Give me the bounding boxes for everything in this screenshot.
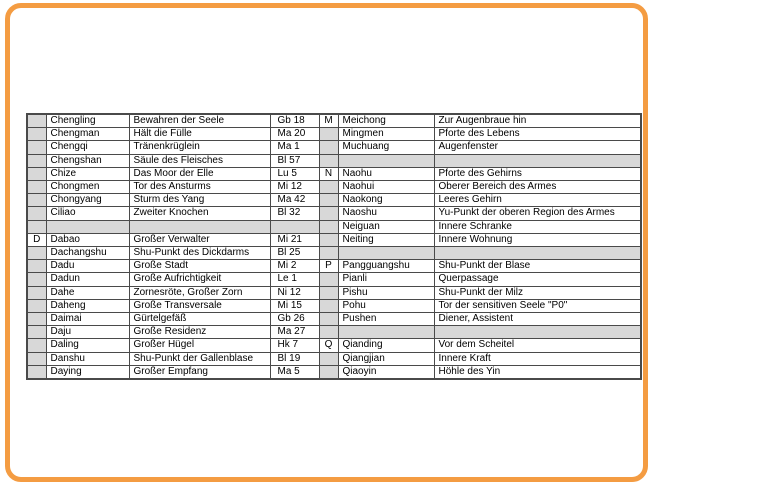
point-name-cell: Ciliao bbox=[46, 207, 129, 220]
section-letter-cell bbox=[319, 352, 338, 365]
section-letter-cell bbox=[27, 247, 46, 260]
section-letter-cell bbox=[319, 286, 338, 299]
meridian-code-cell: Mi 12 bbox=[270, 181, 319, 194]
table-row bbox=[27, 194, 641, 207]
point-name-cell: Daying bbox=[46, 365, 129, 379]
section-letter-cell bbox=[27, 207, 46, 220]
german-meaning-cell: Shu-Punkt der Gallenblase bbox=[129, 352, 270, 365]
point-name-cell: Pushen bbox=[338, 313, 434, 326]
table-row bbox=[27, 299, 641, 312]
section-letter-cell bbox=[27, 313, 46, 326]
section-letter-cell: Q bbox=[319, 339, 338, 352]
german-meaning-cell: Bewahren der Seele bbox=[129, 114, 270, 128]
meridian-code-cell: Gb 26 bbox=[270, 313, 319, 326]
point-name-cell: Chize bbox=[46, 167, 129, 180]
point-name-cell: Chengling bbox=[46, 114, 129, 128]
point-name-cell: Daling bbox=[46, 339, 129, 352]
point-name-cell: Danshu bbox=[46, 352, 129, 365]
point-name-cell: Chongyang bbox=[46, 194, 129, 207]
german-meaning-cell: Vor dem Scheitel bbox=[434, 339, 641, 352]
point-name-cell: Chengqi bbox=[46, 141, 129, 154]
meridian-code-cell: Gb 18 bbox=[270, 114, 319, 128]
section-letter-cell bbox=[27, 128, 46, 141]
german-meaning-cell: Große Stadt bbox=[129, 260, 270, 273]
point-name-cell: Neiguan bbox=[338, 220, 434, 233]
meridian-code-cell: Ma 1 bbox=[270, 141, 319, 154]
section-letter-cell bbox=[27, 326, 46, 339]
meridian-code-cell: Ma 27 bbox=[270, 326, 319, 339]
table-row bbox=[27, 154, 641, 167]
section-letter-cell bbox=[319, 141, 338, 154]
german-meaning-cell: Innere Kraft bbox=[434, 352, 641, 365]
meridian-code-cell: Ma 42 bbox=[270, 194, 319, 207]
german-meaning-cell: Leeres Gehirn bbox=[434, 194, 641, 207]
german-meaning-cell: Große Transversale bbox=[129, 299, 270, 312]
point-name-cell: Dadun bbox=[46, 273, 129, 286]
german-meaning-cell: Pforte des Gehirns bbox=[434, 167, 641, 180]
german-meaning-cell: Sturm des Yang bbox=[129, 194, 270, 207]
section-letter-cell bbox=[27, 167, 46, 180]
table-row bbox=[27, 233, 641, 246]
meridian-code-cell: Lu 5 bbox=[270, 167, 319, 180]
section-letter-cell bbox=[319, 299, 338, 312]
section-letter-cell bbox=[319, 273, 338, 286]
point-name-cell: Dadu bbox=[46, 260, 129, 273]
table-row bbox=[27, 128, 641, 141]
point-name-cell: Naohui bbox=[338, 181, 434, 194]
point-name-cell bbox=[338, 154, 434, 167]
point-name-cell: Neiting bbox=[338, 233, 434, 246]
german-meaning-cell: Gürtelgefäß bbox=[129, 313, 270, 326]
table-row bbox=[27, 326, 641, 339]
german-meaning-cell: Innere Wohnung bbox=[434, 233, 641, 246]
point-name-cell: Dahe bbox=[46, 286, 129, 299]
section-letter-cell bbox=[27, 260, 46, 273]
point-name-cell: Dabao bbox=[46, 233, 129, 246]
point-name-cell: Pangguangshu bbox=[338, 260, 434, 273]
point-name-cell: Qiangjian bbox=[338, 352, 434, 365]
meridian-code-cell: Bl 25 bbox=[270, 247, 319, 260]
page-card-border bbox=[5, 3, 648, 482]
german-meaning-cell: Große Aufrichtigkeit bbox=[129, 273, 270, 286]
section-letter-cell bbox=[319, 128, 338, 141]
german-meaning-cell: Großer Hügel bbox=[129, 339, 270, 352]
german-meaning-cell: Augenfenster bbox=[434, 141, 641, 154]
german-meaning-cell: Zornesröte, Großer Zorn bbox=[129, 286, 270, 299]
section-letter-cell bbox=[319, 194, 338, 207]
german-meaning-cell: Das Moor der Elle bbox=[129, 167, 270, 180]
point-name-cell: Chengshan bbox=[46, 154, 129, 167]
section-letter-cell: P bbox=[319, 260, 338, 273]
german-meaning-cell bbox=[434, 247, 641, 260]
point-name-cell: Pianli bbox=[338, 273, 434, 286]
german-meaning-cell: Tor des Ansturms bbox=[129, 181, 270, 194]
section-letter-cell bbox=[319, 365, 338, 379]
section-letter-cell bbox=[27, 339, 46, 352]
section-letter-cell bbox=[27, 154, 46, 167]
section-letter-cell bbox=[27, 181, 46, 194]
meridian-code-cell: Le 1 bbox=[270, 273, 319, 286]
german-meaning-cell: Diener, Assistent bbox=[434, 313, 641, 326]
table-row bbox=[27, 365, 641, 379]
german-meaning-cell: Shu-Punkt der Blase bbox=[434, 260, 641, 273]
table-row bbox=[27, 273, 641, 286]
meridian-code-cell: Ma 20 bbox=[270, 128, 319, 141]
table-row bbox=[27, 352, 641, 365]
german-meaning-cell bbox=[129, 220, 270, 233]
point-name-cell bbox=[46, 220, 129, 233]
meridian-code-cell: Bl 32 bbox=[270, 207, 319, 220]
table-row bbox=[27, 247, 641, 260]
german-meaning-cell: Hält die Fülle bbox=[129, 128, 270, 141]
table-row bbox=[27, 181, 641, 194]
table-row bbox=[27, 260, 641, 273]
german-meaning-cell: Großer Verwalter bbox=[129, 233, 270, 246]
german-meaning-cell: Shu-Punkt des Dickdarms bbox=[129, 247, 270, 260]
point-name-cell: Qiaoyin bbox=[338, 365, 434, 379]
table-row bbox=[27, 167, 641, 180]
section-letter-cell: D bbox=[27, 233, 46, 246]
point-name-cell: Chongmen bbox=[46, 181, 129, 194]
german-meaning-cell: Pforte des Lebens bbox=[434, 128, 641, 141]
german-meaning-cell bbox=[434, 154, 641, 167]
german-meaning-cell: Zur Augenbraue hin bbox=[434, 114, 641, 128]
german-meaning-cell: Höhle des Yin bbox=[434, 365, 641, 379]
point-name-cell bbox=[338, 247, 434, 260]
meridian-code-cell: Bl 57 bbox=[270, 154, 319, 167]
point-name-cell: Daimai bbox=[46, 313, 129, 326]
german-meaning-cell: Säule des Fleisches bbox=[129, 154, 270, 167]
german-meaning-cell: Yu-Punkt der oberen Region des Armes bbox=[434, 207, 641, 220]
point-name-cell: Qianding bbox=[338, 339, 434, 352]
german-meaning-cell: Tor der sensitiven Seele "P0" bbox=[434, 299, 641, 312]
section-letter-cell bbox=[319, 207, 338, 220]
german-meaning-cell: Tränenkrüglein bbox=[129, 141, 270, 154]
meridian-code-cell: Ma 5 bbox=[270, 365, 319, 379]
meridian-code-cell: Hk 7 bbox=[270, 339, 319, 352]
point-name-cell: Chengman bbox=[46, 128, 129, 141]
section-letter-cell bbox=[319, 247, 338, 260]
point-name-cell: Muchuang bbox=[338, 141, 434, 154]
german-meaning-cell: Oberer Bereich des Armes bbox=[434, 181, 641, 194]
section-letter-cell: M bbox=[319, 114, 338, 128]
table-row bbox=[27, 141, 641, 154]
section-letter-cell bbox=[27, 365, 46, 379]
meridian-code-cell: Bl 19 bbox=[270, 352, 319, 365]
point-name-cell bbox=[338, 326, 434, 339]
meridian-code-cell: Mi 2 bbox=[270, 260, 319, 273]
section-letter-cell bbox=[319, 313, 338, 326]
german-meaning-cell bbox=[434, 326, 641, 339]
german-meaning-cell: Innere Schranke bbox=[434, 220, 641, 233]
table-row bbox=[27, 286, 641, 299]
table-row bbox=[27, 207, 641, 220]
point-name-cell: Naohu bbox=[338, 167, 434, 180]
point-name-cell: Naokong bbox=[338, 194, 434, 207]
point-name-cell: Naoshu bbox=[338, 207, 434, 220]
point-name-cell: Pishu bbox=[338, 286, 434, 299]
acupoint-table bbox=[26, 113, 642, 380]
section-letter-cell bbox=[27, 273, 46, 286]
german-meaning-cell: Querpassage bbox=[434, 273, 641, 286]
table-row bbox=[27, 339, 641, 352]
point-name-cell: Daheng bbox=[46, 299, 129, 312]
section-letter-cell bbox=[27, 299, 46, 312]
german-meaning-cell: Shu-Punkt der Milz bbox=[434, 286, 641, 299]
section-letter-cell bbox=[27, 220, 46, 233]
section-letter-cell bbox=[27, 352, 46, 365]
meridian-code-cell bbox=[270, 220, 319, 233]
section-letter-cell bbox=[319, 233, 338, 246]
section-letter-cell: N bbox=[319, 167, 338, 180]
german-meaning-cell: Zweiter Knochen bbox=[129, 207, 270, 220]
point-name-cell: Meichong bbox=[338, 114, 434, 128]
table-row bbox=[27, 220, 641, 233]
section-letter-cell bbox=[319, 326, 338, 339]
point-name-cell: Dachangshu bbox=[46, 247, 129, 260]
german-meaning-cell: Große Residenz bbox=[129, 326, 270, 339]
point-name-cell: Daju bbox=[46, 326, 129, 339]
section-letter-cell bbox=[319, 154, 338, 167]
section-letter-cell bbox=[319, 181, 338, 194]
point-name-cell: Pohu bbox=[338, 299, 434, 312]
table-row bbox=[27, 313, 641, 326]
meridian-code-cell: Mi 21 bbox=[270, 233, 319, 246]
point-name-cell: Mingmen bbox=[338, 128, 434, 141]
section-letter-cell bbox=[319, 220, 338, 233]
section-letter-cell bbox=[27, 286, 46, 299]
german-meaning-cell: Großer Empfang bbox=[129, 365, 270, 379]
table-row bbox=[27, 114, 641, 128]
meridian-code-cell: Mi 15 bbox=[270, 299, 319, 312]
section-letter-cell bbox=[27, 141, 46, 154]
meridian-code-cell: Ni 12 bbox=[270, 286, 319, 299]
section-letter-cell bbox=[27, 194, 46, 207]
section-letter-cell bbox=[27, 114, 46, 128]
